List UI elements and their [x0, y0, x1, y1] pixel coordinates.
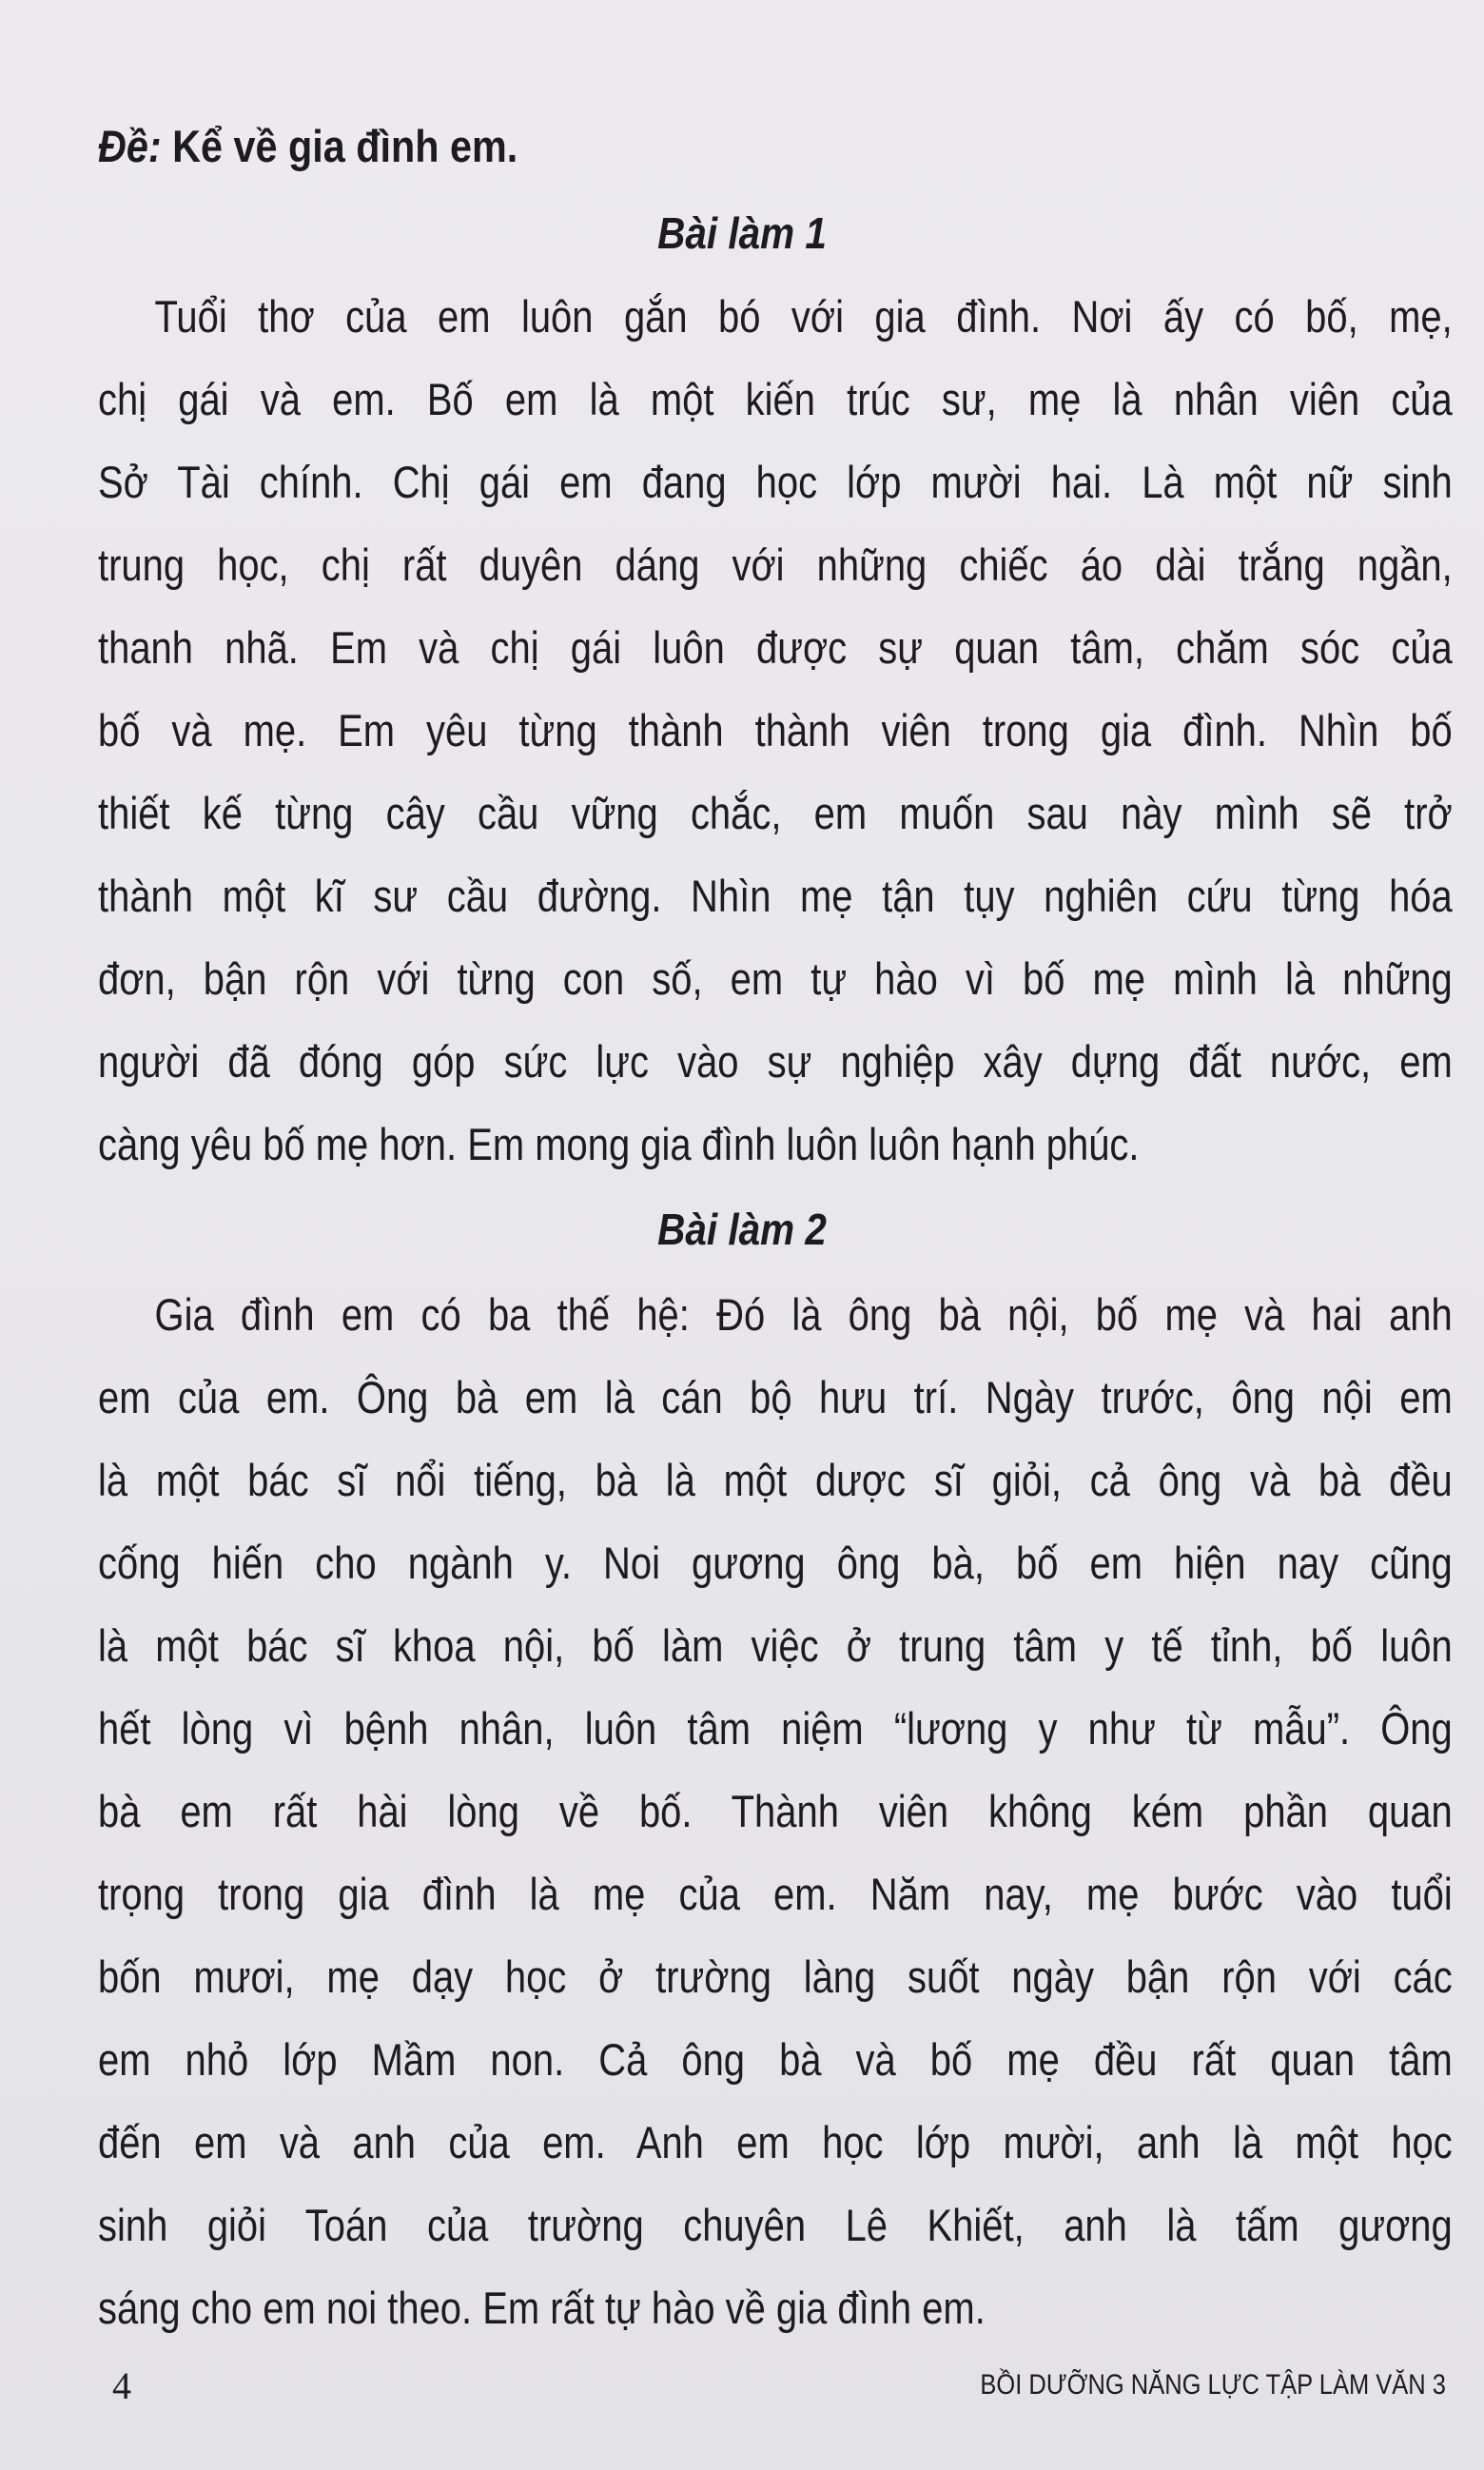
page-number: 4 [112, 2364, 131, 2407]
text-line: hết lòng vì bệnh nhân, luôn tâm niệm “lương y như từ mẫu”. Ông [98, 1703, 1453, 1754]
prompt-label: Đề: [98, 121, 162, 171]
text-line: sáng cho em noi theo. Em rất tự hào về gia đình em. [98, 2283, 986, 2333]
text-line: sinh giỏi Toán của trường chuyên Lê Khiết, anh là tấm gương [98, 2200, 1453, 2250]
essay-2-heading [0, 1204, 1484, 1255]
text-line: thiết kế từng cây cầu vững chắc, em muốn sau này mình sẽ trở [98, 788, 1453, 838]
text-line: đến em và anh của em. Anh em học lớp mười, anh là một học [98, 2117, 1453, 2167]
text-line: Sở Tài chính. Chị gái em đang học lớp mười hai. Là một nữ sinh [98, 457, 1453, 507]
text-line: cống hiến cho ngành y. Noi gương ông bà, bố em hiện nay cũng [98, 1538, 1453, 1588]
text-line: thành một kĩ sư cầu đường. Nhìn mẹ tận tụy nghiên cứu từng hóa [98, 871, 1453, 921]
essay-prompt [98, 120, 517, 172]
text-line: là một bác sĩ nổi tiếng, bà là một dược sĩ giỏi, cả ông và bà đều [98, 1455, 1453, 1505]
text-line: là một bác sĩ khoa nội, bố làm việc ở trung tâm y tế tỉnh, bố luôn [98, 1620, 1453, 1671]
essay-1-heading [0, 207, 1484, 259]
essay-2-heading-text: Bài làm 2 [657, 1205, 827, 1254]
text-line: trọng trong gia đình là mẹ của em. Năm nay, mẹ bước vào tuổi [98, 1869, 1453, 1919]
text-line: bố và mẹ. Em yêu từng thành thành viên trong gia đình. Nhìn bố [98, 705, 1453, 755]
text-line: càng yêu bố mẹ hơn. Em mong gia đình luôn luôn hạnh phúc. [98, 1119, 1140, 1169]
text-line: đơn, bận rộn với từng con số, em tự hào vì bố mẹ mình là những [98, 953, 1453, 1004]
text-line: bốn mươi, mẹ dạy học ở trường làng suốt ngày bận rộn với các [98, 1951, 1453, 2002]
essay-1-heading-text: Bài làm 1 [657, 208, 827, 258]
text-line: người đã đóng góp sức lực vào sự nghiệp xây dựng đất nước, em [98, 1036, 1453, 1087]
text-line: trung học, chị rất duyên dáng với những chiếc áo dài trắng ngần, [98, 539, 1453, 590]
text-line: thanh nhã. Em và chị gái luôn được sự quan tâm, chăm sóc của [98, 622, 1453, 673]
prompt-text: Kể về gia đình em. [172, 121, 518, 171]
text-line: chị gái và em. Bố em là một kiến trúc sư, mẹ là nhân viên của [98, 374, 1453, 424]
text-line: bà em rất hài lòng về bố. Thành viên không kém phần quan [98, 1786, 1453, 1836]
running-head: BỒI DƯỠNG NĂNG LỰC TẬP LÀM VĂN 3 [980, 2369, 1446, 2401]
text-line: em của em. Ông bà em là cán bộ hưu trí. Ngày trước, ông nội em [98, 1372, 1453, 1422]
text-line: Tuổi thơ của em luôn gắn bó với gia đình. Nơi ấy có bố, mẹ, [154, 291, 1453, 342]
text-line: Gia đình em có ba thế hệ: Đó là ông bà nội, bố mẹ và hai anh [154, 1289, 1453, 1340]
text-line: em nhỏ lớp Mầm non. Cả ông bà và bố mẹ đều rất quan tâm [98, 2034, 1453, 2085]
